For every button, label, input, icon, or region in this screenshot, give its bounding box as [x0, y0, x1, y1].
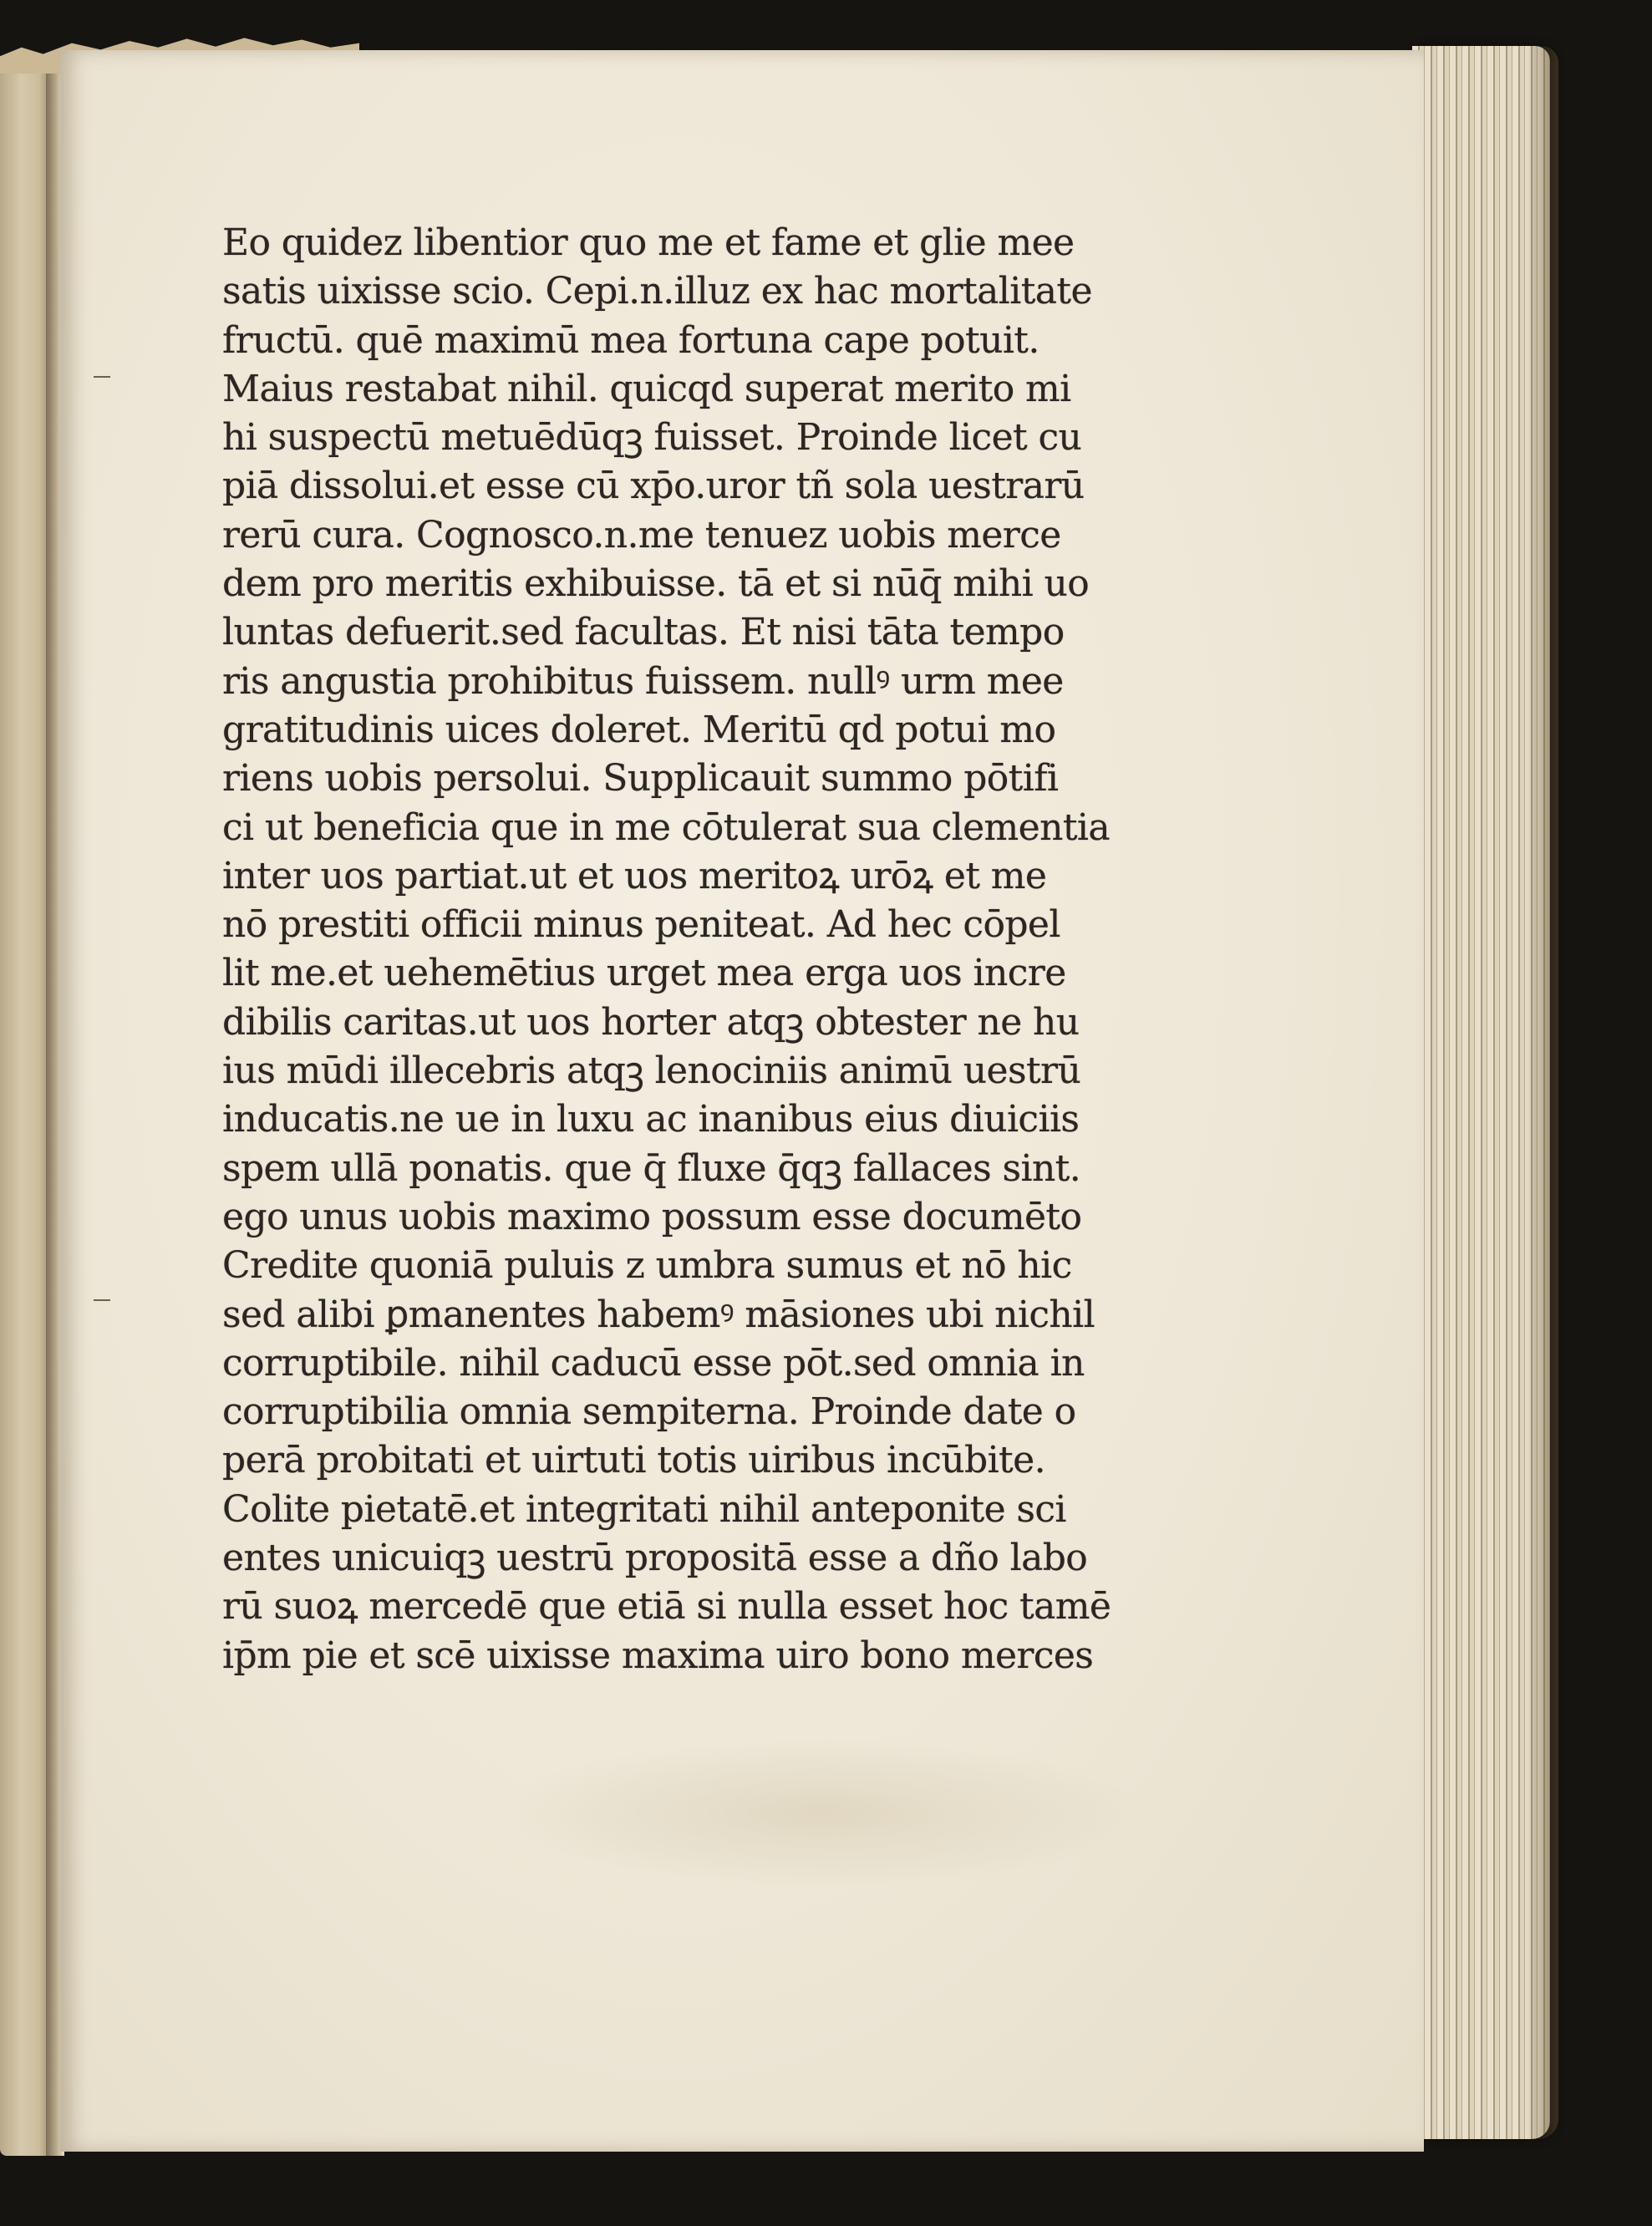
text-line: hi suspectū metuēdūqꝫ fuisset. Proinde licet cu — [222, 416, 1082, 460]
text-line: rū suoꝝ mercedē que etiā si nulla esset hoc tamē — [222, 1585, 1111, 1629]
incunable-text-block — [222, 219, 1111, 1680]
text-line: lit me.et uehemētius urget mea erga uos incre — [222, 952, 1066, 995]
fore-edge-shadow — [1525, 46, 1558, 2139]
text-line: nō prestiti officii minus peniteat. Ad hec cōpel — [222, 903, 1060, 947]
margin-nick-mark — [94, 376, 110, 378]
text-line: inducatis.ne ue in luxu ac inanibus eius diuiciis — [222, 1098, 1080, 1141]
text-line: corruptibilia omnia sempiterna. Proinde date o — [222, 1390, 1076, 1434]
text-line: luntas defuerit.sed facultas. Et nisi tāta tempo — [222, 611, 1065, 654]
left-page-edge — [0, 58, 52, 2156]
text-line: Colite pietatē.et integritati nihil anteponite sci — [222, 1487, 1066, 1531]
text-line: inter uos partiat.ut et uos meritoꝝ urōꝝ et me — [222, 854, 1047, 897]
text-line: piā dissolui.et esse cū xp̄o.uror tñ sola uestrarū — [222, 465, 1085, 508]
text-line: corruptibile. nihil caducū esse pōt.sed omnia in — [222, 1341, 1085, 1385]
text-line: rerū cura. Cognosco.n.me tenuez uobis merce — [222, 513, 1061, 556]
text-line: ego unus uobis maximo possum esse documēto — [222, 1195, 1082, 1238]
text-line: dem pro meritis exhibuisse. tā et si nūq̄ mihi uo — [222, 562, 1090, 606]
margin-nick-mark — [94, 1299, 110, 1301]
text-line: Eo quidez libentior quo me et fame et glie mee — [222, 221, 1075, 264]
text-line: ip̄m pie et scē uixisse maxima uiro bono merces — [222, 1634, 1094, 1677]
text-line: gratitudinis uices doleret. Meritū qd potui mo — [222, 708, 1056, 751]
paper-stain — [495, 1738, 1146, 1888]
text-line: perā probitati et uirtuti totis uiribus incūbite. — [222, 1439, 1045, 1482]
text-line: fructū. quē maximū mea fortuna cape potuit. — [222, 318, 1039, 362]
text-line: dibilis caritas.ut uos horter atqꝫ obtester ne hu — [222, 1000, 1080, 1044]
text-line: ci ut beneficia que in me cōtulerat sua clementia — [222, 806, 1111, 849]
text-line: Maius restabat nihil. quicqd superat merito mi — [222, 367, 1071, 410]
text-line: satis uixisse scio. Cepi.n.illuz ex hac mortalitate — [222, 270, 1092, 313]
text-line: riens uobis persolui. Supplicauit summo pōtifi — [222, 757, 1059, 800]
text-line: Credite quoniā puluis z umbra sumus et nō hic — [222, 1244, 1072, 1288]
text-line: sed alibi ꝑmanentes habemꝰ māsiones ubi nichil — [222, 1293, 1095, 1336]
text-line: ris angustia prohibitus fuissem. nullꝰ urm mee — [222, 659, 1064, 703]
text-line: entes unicuiqꝫ uestrū propositā esse a dño labo — [222, 1537, 1088, 1580]
text-line: ius mūdi illecebris atqꝫ lenociniis animū uestrū — [222, 1049, 1081, 1093]
text-line: spem ullā ponatis. que q̄ fluxe q̄qꝫ fallaces sint. — [222, 1146, 1081, 1190]
